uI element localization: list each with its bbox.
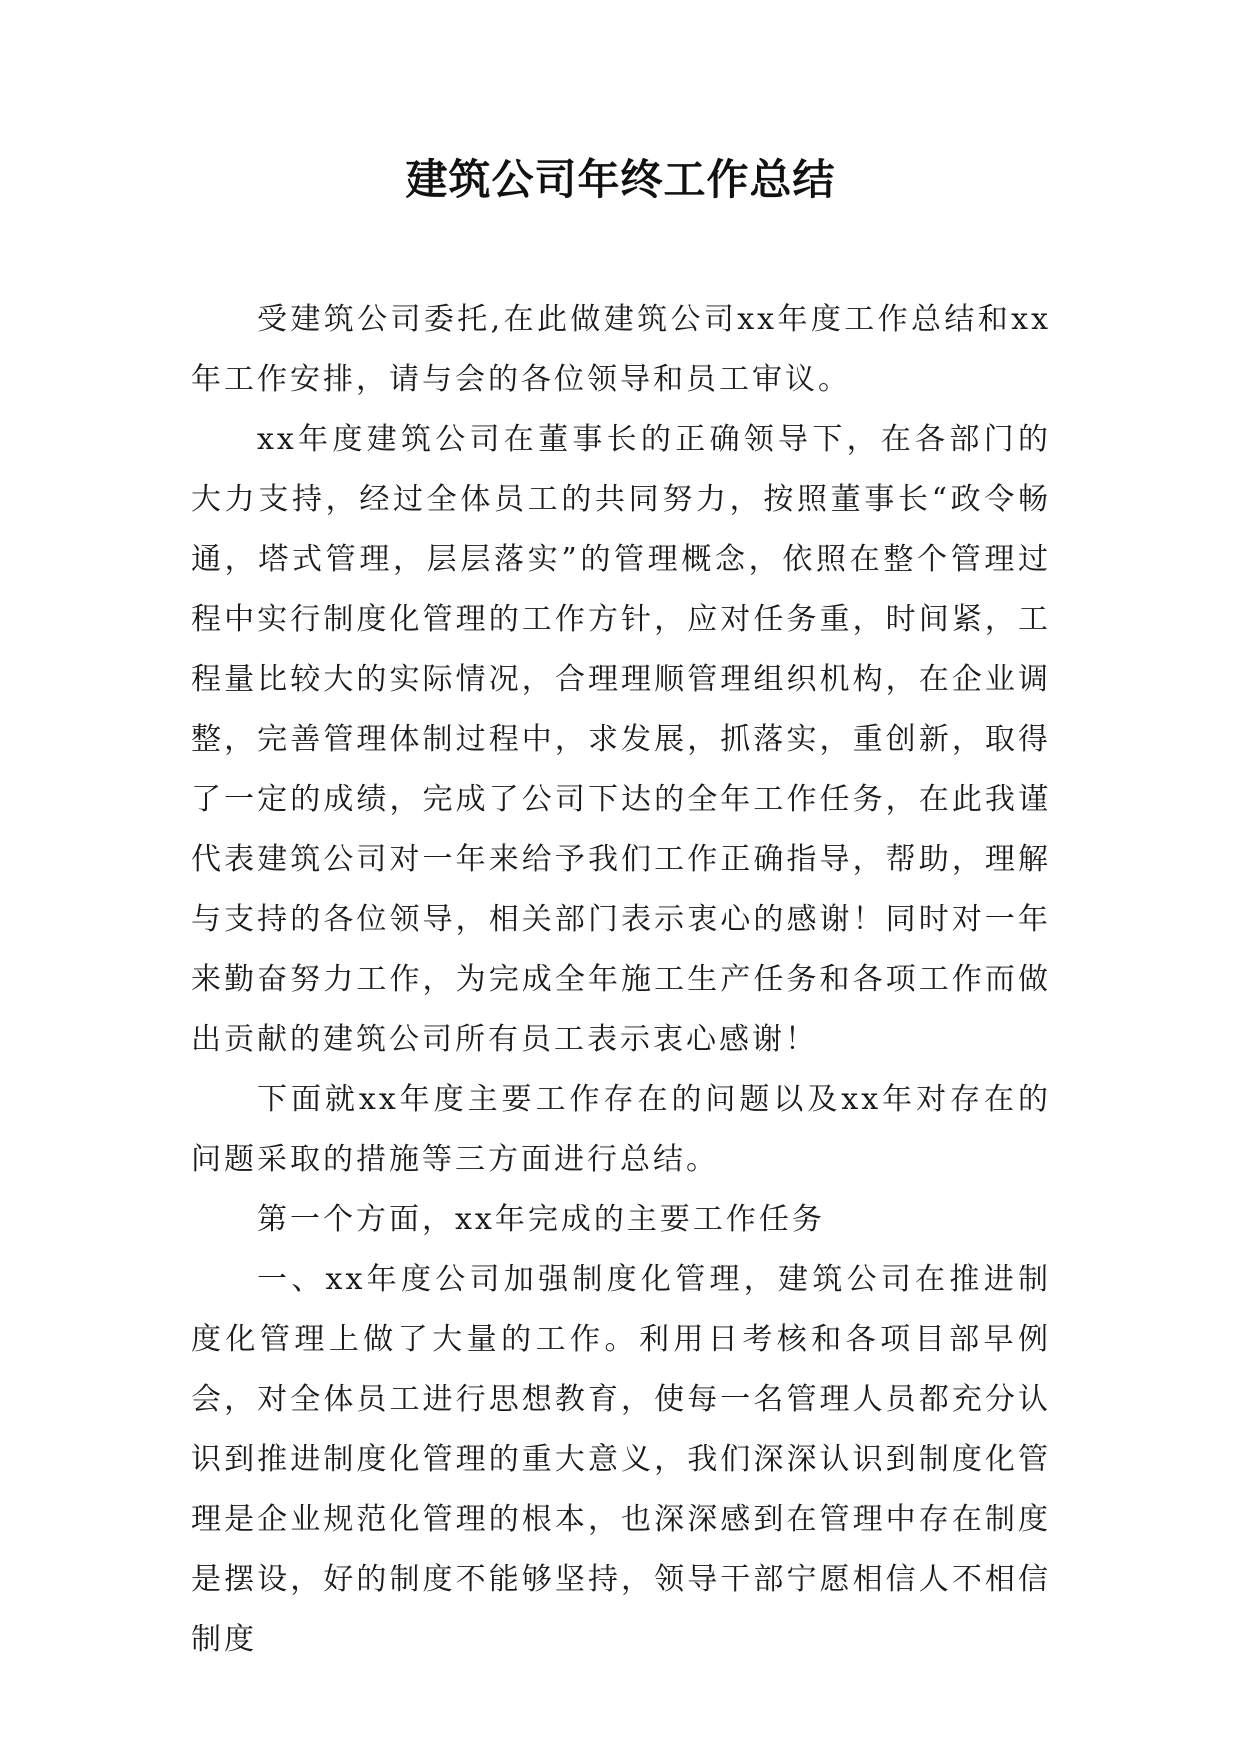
document-title: 建筑公司年终工作总结	[405, 155, 836, 204]
paragraph-institutional-management: 一、xx年度公司加强制度化管理，建筑公司在推进制度化管理上做了大量的工作。利用日考核和各项目部早例会，对全体员工进行思想教育，使每一名管理人员都充分认识到推进制度化管理的重大意义，我们深深认识到制度化管理是企业规范化管理的根本，也深深感到在管理中存在制度是摆设，好的制度不能够坚持，领导干部宁愿相信人不相信制度	[191, 1262, 1051, 1657]
paragraph-annual-review: xx年度建筑公司在董事长的正确领导下，在各部门的大力支持，经过全体员工的共同努力，按照董事长“政令畅通，塔式管理，层层落实”的管理概念，依照在整个管理过程中实行制度化管理的工作方针，应对任务重，时间紧，工程量比较大的实际情况，合理理顺管理组织机构，在企业调整，完善管理体制过程中，求发展，抓落实，重创新，取得了一定的成绩，完成了公司下达的全年工作任务，在此我谨代表建筑公司对一年来给予我们工作正确指导，帮助，理解与支持的各位领导，相关部门表示衷心的感谢！同时对一年来勤奋努力工作，为完成全年施工生产任务和各项工作而做出贡献的建筑公司所有员工表示衷心感谢！	[191, 422, 1051, 1057]
paragraph-outline: 下面就xx年度主要工作存在的问题以及xx年对存在的问题采取的措施等三方面进行总结。	[191, 1082, 1051, 1177]
document-body	[191, 290, 1051, 1670]
section-heading-first-aspect: 第一个方面，xx年完成的主要工作任务	[257, 1202, 825, 1237]
paragraph-intro: 受建筑公司委托,在此做建筑公司xx年度工作总结和xx年工作安排，请与会的各位领导和员工审议。	[191, 302, 1051, 397]
